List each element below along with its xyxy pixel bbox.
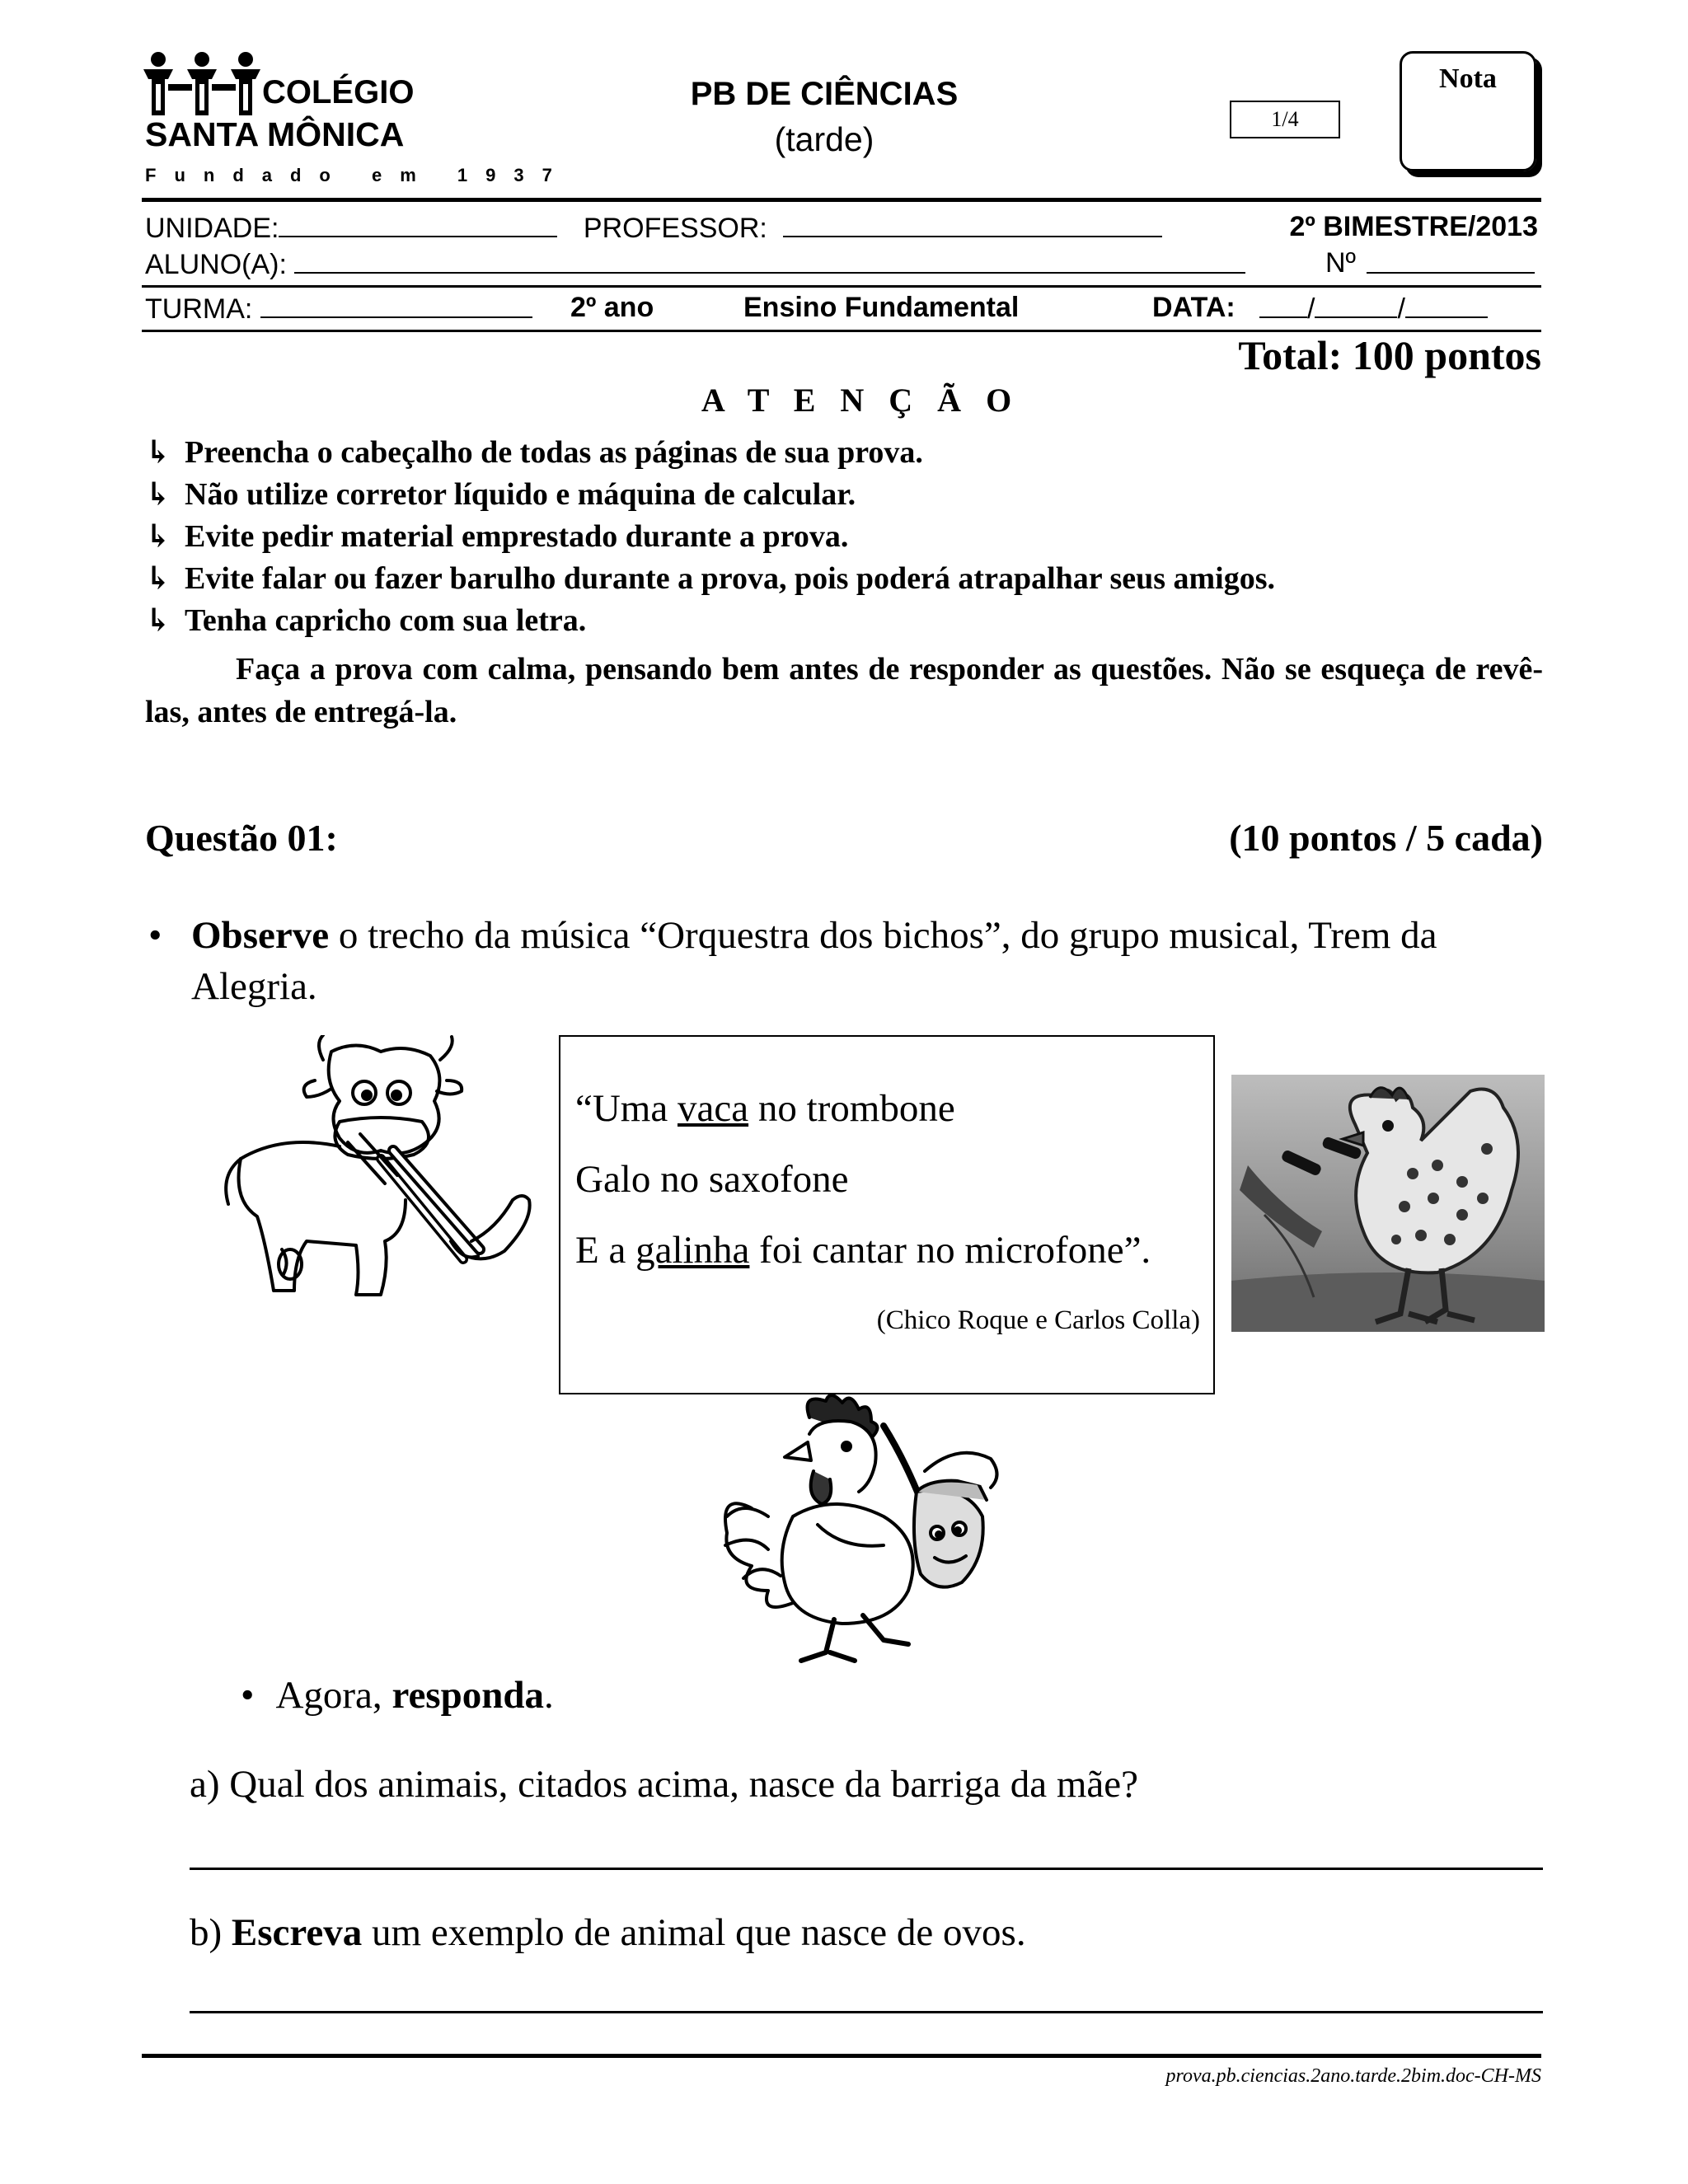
- lyric-line-2: Galo no saxofone: [575, 1158, 849, 1201]
- rooster-saxophone-image: [719, 1393, 1022, 1665]
- lyric-line-1: “Uma vaca no trombone: [575, 1087, 955, 1130]
- divider: [142, 198, 1541, 202]
- ano: 2º ano: [570, 292, 654, 323]
- aluno-label: ALUNO(A):: [145, 249, 287, 280]
- list-item: ↳ Tenha capricho com sua letra.: [145, 600, 1546, 642]
- ensino: Ensino Fundamental: [743, 292, 1020, 323]
- school-logo: [140, 51, 570, 191]
- arrow-icon: ↳: [145, 519, 171, 554]
- attention-title: A T E N Ç Ã O: [701, 382, 1020, 419]
- arrow-icon: ↳: [145, 603, 171, 638]
- question-points: (10 pontos / 5 cada): [1229, 817, 1543, 859]
- professor-label: PROFESSOR:: [583, 213, 767, 244]
- total-points: Total: 100 pontos: [1238, 332, 1541, 378]
- founded-text: Fundado em 1937: [145, 165, 570, 185]
- aluno-field[interactable]: [294, 247, 1245, 274]
- lyric-line-3: E a galinha foi cantar no microfone”.: [575, 1229, 1151, 1272]
- bullet-icon: •: [241, 1674, 255, 1717]
- list-item: ↳ Não utilize corretor líquido e máquina de calcular.: [145, 474, 1546, 516]
- exam-title: PB DE CIÊNCIAS: [690, 76, 959, 112]
- question-a: a) Qual dos animais, citados acima, nasce da barriga da mãe?: [190, 1763, 1138, 1806]
- form-row-2: [145, 247, 1540, 281]
- advice-text: Faça a prova com calma, pensando bem antes de responder as questões. Não se esqueça de revê-las, antes de entregá-la.: [145, 652, 1543, 729]
- question-b: b) Escreva um exemplo de animal que nasce de ovos.: [190, 1911, 1026, 1954]
- arrow-icon: ↳: [145, 477, 171, 512]
- form-row-3: [145, 292, 1540, 326]
- exam-shift: (tarde): [774, 120, 874, 158]
- hen-microphone-image: [1231, 1075, 1545, 1332]
- lyrics-author: (Chico Roque e Carlos Colla): [876, 1305, 1200, 1335]
- bullet-icon: •: [148, 914, 162, 957]
- form-row-1: [145, 211, 1540, 245]
- list-item: ↳ Evite pedir material emprestado durante a prova.: [145, 516, 1546, 558]
- date-field[interactable]: / /: [1259, 292, 1488, 326]
- attention-list: [145, 432, 1546, 642]
- list-item: ↳ Evite falar ou fazer barulho durante a prova, pois poderá atrapalhar seus amigos.: [145, 558, 1546, 600]
- page-number: 1/4: [1230, 101, 1340, 138]
- question-header: [145, 816, 1543, 860]
- grade-box: [1400, 51, 1536, 171]
- unidade-field[interactable]: [279, 211, 557, 237]
- question-title: Questão 01:: [145, 817, 338, 859]
- footer-divider: [142, 2054, 1541, 2058]
- turma-field[interactable]: [260, 292, 532, 318]
- instruction: • Observe o trecho da música “Orquestra dos bichos”, do grupo musical, Trem da Alegria.: [148, 910, 1543, 1012]
- footer-filename: prova.pb.ciencias.2ano.tarde.2bim.doc-CH-MS: [1165, 2065, 1541, 2087]
- lyrics-box: [559, 1035, 1215, 1394]
- answer-line-a[interactable]: [190, 1868, 1543, 1870]
- list-item: ↳ Preencha o cabeçalho de todas as páginas de sua prova.: [145, 432, 1546, 474]
- numero-field[interactable]: [1367, 247, 1535, 274]
- school-name-line1: COLÉGIO: [262, 74, 415, 110]
- bimestre: 2º BIMESTRE/2013: [1289, 211, 1538, 242]
- cow-trombone-image: [216, 1035, 537, 1332]
- answer-line-b[interactable]: [190, 2011, 1543, 2013]
- school-name-line2: SANTA MÔNICA: [145, 115, 405, 153]
- divider: [142, 285, 1541, 288]
- unidade-label: UNIDADE:: [145, 213, 279, 244]
- people-logo-icon: [140, 51, 264, 117]
- professor-field[interactable]: [783, 211, 1162, 237]
- numero-label: Nº: [1325, 247, 1356, 279]
- turma-label: TURMA:: [145, 293, 253, 325]
- arrow-icon: ↳: [145, 435, 171, 470]
- grade-box-label: Nota: [1439, 63, 1497, 94]
- data-label: DATA:: [1152, 292, 1236, 323]
- arrow-icon: ↳: [145, 561, 171, 596]
- respond-instruction: • Agora, responda.: [241, 1674, 554, 1717]
